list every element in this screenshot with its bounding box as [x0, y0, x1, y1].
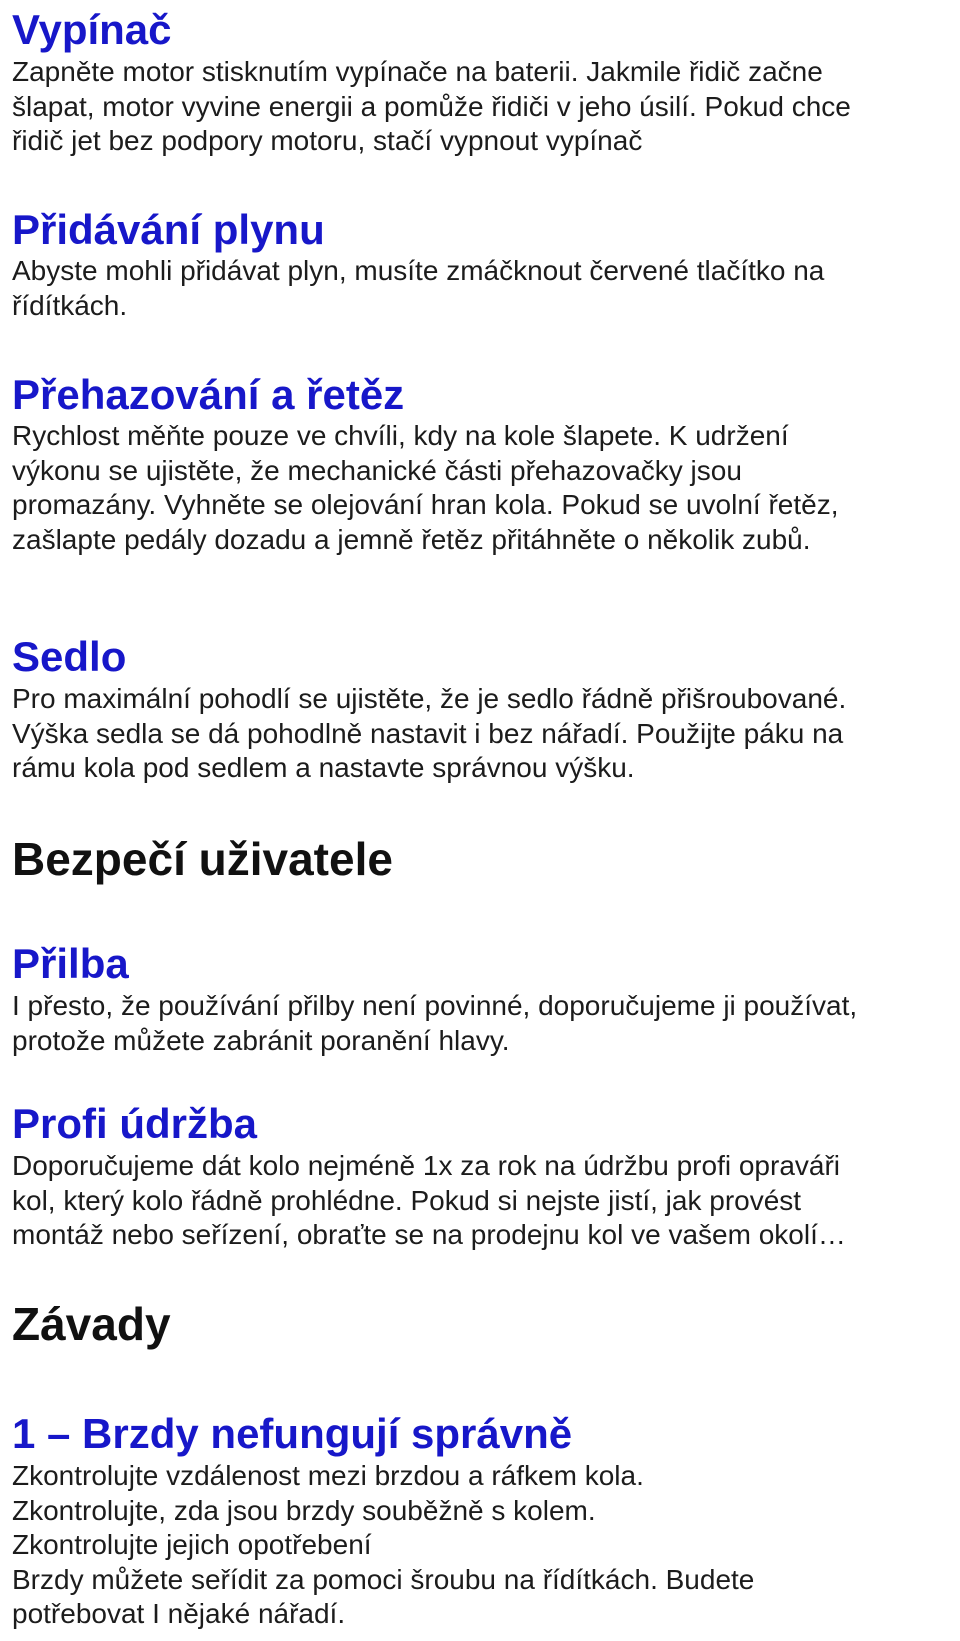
- text-line: rámu kola pod sedlem a nastavte správnou výšku.: [12, 752, 635, 783]
- heading-pridavani-plynu: Přidávání plynu: [12, 206, 325, 253]
- heading-zavady: Závady: [12, 1298, 171, 1350]
- text-line: Pro maximální pohodlí se ujistěte, že je sedlo řádně přišroubované.: [12, 683, 847, 714]
- text-line: Zkontrolujte, zda jsou brzdy souběžně s kolem.: [12, 1494, 596, 1526]
- text-line: I přesto, že používání přilby není povinné, doporučujeme ji používat,: [12, 990, 858, 1021]
- paragraph-brzdy-nefunguji: [12, 1459, 952, 1632]
- heading-bezpeci-uzivatele: Bezpečí uživatele: [12, 833, 393, 885]
- text-line: kol, který kolo řádně prohlédne. Pokud si nejste jistí, jak provést: [12, 1184, 802, 1216]
- heading-brzdy-nefunguji: 1 – Brzdy nefungují správně: [12, 1410, 573, 1457]
- text-line: Abyste mohli přidávat plyn, musíte zmáčknout červené tlačítko na: [12, 255, 825, 286]
- text-line: potřebovat I nějaké nářadí.: [12, 1598, 346, 1629]
- heading-vypinac: Vypínač: [12, 6, 172, 53]
- paragraph-profi-udrzba: [12, 1149, 952, 1253]
- text-line: řidič jet bez podpory motoru, stačí vypnout vypínač: [12, 125, 643, 156]
- paragraph-sedlo: [12, 682, 952, 786]
- text-line: promazány. Vyhněte se olejování hran kola. Pokud se uvolní řetěz,: [12, 489, 839, 520]
- heading-prehazovani-retez: Přehazování a řetěz: [12, 371, 405, 418]
- heading-sedlo: Sedlo: [12, 633, 127, 680]
- paragraph-vypinac: [12, 55, 952, 159]
- text-line: Zkontrolujte vzdálenost mezi brzdou a ráfkem kola.: [12, 1460, 644, 1491]
- text-line: protože můžete zabránit poranění hlavy.: [12, 1024, 510, 1056]
- text-line: montáž nebo seřízení, obraťte se na prodejnu kol ve vašem okolí…: [12, 1219, 846, 1250]
- text-line: výkonu se ujistěte, že mechanické části přehazovačky jsou: [12, 454, 742, 486]
- paragraph-prehazovani-retez: [12, 419, 952, 557]
- text-line: šlapat, motor vyvine energii a pomůže řidiči v jeho úsilí. Pokud chce: [12, 90, 851, 122]
- paragraph-pridavani-plynu: [12, 254, 952, 323]
- heading-prilba: Přilba: [12, 940, 129, 987]
- heading-profi-udrzba: Profi údržba: [12, 1100, 258, 1147]
- paragraph-prilba: [12, 989, 952, 1058]
- text-line: Výška sedla se dá pohodlně nastavit i bez nářadí. Použijte páku na: [12, 717, 844, 749]
- text-line: Zkontrolujte jejich opotřebení: [12, 1529, 372, 1560]
- text-line: Zapněte motor stisknutím vypínače na baterii. Jakmile řidič začne: [12, 56, 823, 87]
- text-line: zašlapte pedály dozadu a jemně řetěz přitáhněte o několik zubů.: [12, 523, 811, 555]
- text-line: Rychlost měňte pouze ve chvíli, kdy na kole šlapete. K udržení: [12, 420, 789, 451]
- text-line: Brzdy můžete seřídit za pomoci šroubu na řídítkách. Budete: [12, 1563, 755, 1595]
- text-line: Doporučujeme dát kolo nejméně 1x za rok na údržbu profi opraváři: [12, 1150, 841, 1181]
- text-line: řídítkách.: [12, 289, 128, 321]
